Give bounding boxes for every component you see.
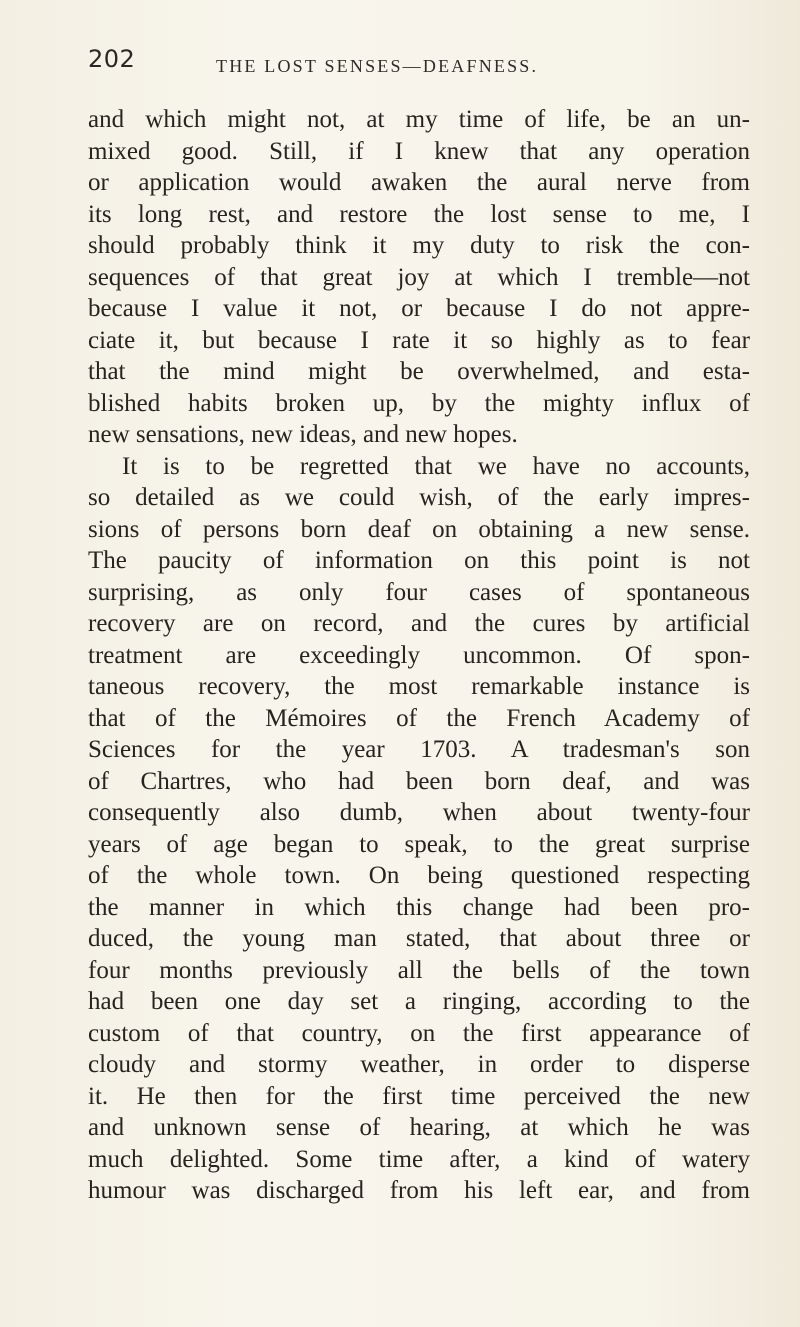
text-line: treatment are exceedingly uncommon. Of spon-	[88, 641, 750, 669]
text-line: four months previously all the bells of the town	[88, 956, 750, 984]
text-line: blished habits broken up, by the mighty influx of	[88, 389, 750, 417]
text-line: years of age began to speak, to the great surprise	[88, 830, 750, 858]
text-line: recovery are on record, and the cures by artificial	[88, 610, 750, 637]
text-line: mixed good. Still, if I knew that any operation	[88, 137, 750, 165]
paragraph-start-line: It is to be regretted that we have no accounts,	[122, 452, 750, 480]
text-line: taneous recovery, the most remarkable instance is	[88, 673, 750, 700]
text-line: of Chartres, who had been born deaf, and was	[88, 767, 750, 795]
text-line: that of the Mémoires of the French Academy of	[88, 704, 750, 732]
text-line: new sensations, new ideas, and new hopes.	[88, 421, 518, 448]
text-line: so detailed as we could wish, of the early impres-	[88, 484, 750, 511]
text-line: had been one day set a ringing, according to the	[88, 988, 750, 1015]
text-line: of the whole town. On being questioned respecting	[88, 862, 750, 889]
text-line: it. He then for the first time perceived the new	[88, 1082, 750, 1110]
text-line: cloudy and stormy weather, in order to disperse	[88, 1051, 750, 1078]
text-line: that the mind might be overwhelmed, and esta-	[88, 358, 750, 385]
text-line: surprising, as only four cases of spontaneous	[88, 578, 750, 606]
text-line: custom of that country, on the first appearance of	[88, 1019, 750, 1047]
text-line: or application would awaken the aural nerve from	[88, 169, 750, 196]
body-text	[88, 104, 750, 1207]
text-line: much delighted. Some time after, a kind of watery	[88, 1145, 750, 1173]
text-line: because I value it not, or because I do not appre-	[88, 295, 750, 322]
page-header	[88, 45, 748, 85]
text-line: should probably think it my duty to risk the con-	[88, 232, 750, 259]
text-line: and unknown sense of hearing, at which he was	[88, 1114, 750, 1141]
text-line: sequences of that great joy at which I tremble—not	[88, 263, 750, 291]
text-line: its long rest, and restore the lost sense to me, I	[88, 200, 750, 228]
page-number: 202	[88, 45, 136, 73]
text-line: duced, the young man stated, that about three or	[88, 925, 750, 952]
text-line: The paucity of information on this point is not	[88, 547, 750, 574]
text-line: the manner in which this change had been pro-	[88, 893, 750, 921]
text-line: humour was discharged from his left ear, and from	[88, 1177, 750, 1204]
text-line: and which might not, at my time of life, be an un-	[88, 106, 750, 133]
text-line: sions of persons born deaf on obtaining a new sense.	[88, 515, 750, 543]
text-line: consequently also dumb, when about twenty-four	[88, 799, 750, 826]
running-title: THE LOST SENSES—DEAFNESS.	[216, 56, 539, 76]
text-line: ciate it, but because I rate it so highly as to fear	[88, 326, 750, 354]
text-line: Sciences for the year 1703. A tradesman's son	[88, 736, 750, 763]
